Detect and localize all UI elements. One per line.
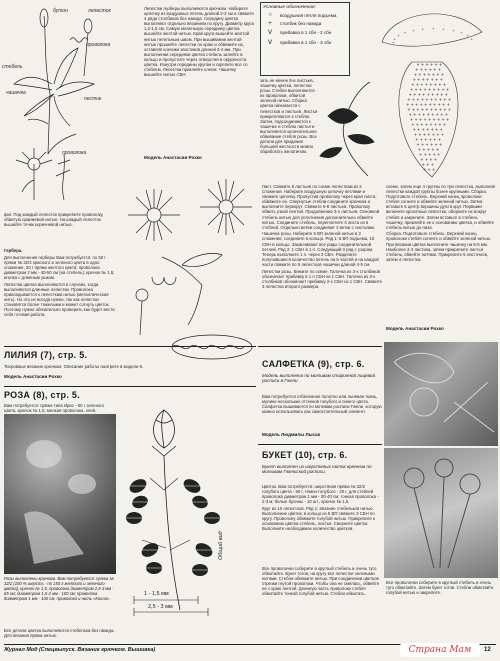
crochet-stitch-symbol: + — [443, 97, 447, 102]
crochet-stitch-symbol: + — [442, 26, 445, 32]
legend-item: + столбик без накида — [263, 21, 347, 27]
fig-caption-text: фиг. Под каждый лепесток прикрепите проволоку, обвитую оранжевой нитью. На каждый лепесток вышейте точки коричневой нитью. — [4, 212, 104, 228]
crochet-stitch-symbol: + — [419, 102, 423, 107]
crochet-stitch-symbol: + — [438, 122, 442, 127]
crochet-stitch-symbol: + — [428, 137, 432, 142]
crochet-stitch-symbol: + — [412, 127, 416, 132]
crochet-stitch-symbol: + — [419, 137, 423, 142]
site-logo: Страна Мам — [400, 643, 480, 657]
divider — [4, 386, 256, 387]
crochet-stitch-symbol: + — [431, 92, 435, 97]
legend-item: ᐯ прибавка в 1 сбн - 3 сбн — [263, 39, 347, 46]
crochet-stitch-symbol: + — [424, 82, 429, 87]
crochet-stitch-symbol: + — [424, 137, 428, 142]
crochet-stitch-symbol: + — [403, 30, 407, 36]
crochet-stitch-symbol: + — [435, 92, 439, 97]
crochet-stitch-symbol: + — [427, 117, 432, 122]
crochet-stitch-symbol: + — [421, 162, 425, 167]
divider — [4, 346, 256, 347]
label-stebel: стебель — [2, 64, 23, 70]
crochet-stitch-symbol: + — [422, 92, 426, 97]
crochet-stitch-symbol: + — [452, 27, 455, 33]
crochet-stitch-symbol: + — [433, 122, 438, 127]
gerbera-sketch-figure — [4, 4, 116, 206]
crochet-stitch-symbol: + — [442, 82, 447, 87]
divider — [258, 444, 382, 445]
legend-symbol: ᐯ — [267, 39, 273, 46]
crochet-stitch-symbol: + — [427, 132, 431, 137]
crochet-stitch-symbol: + — [436, 132, 440, 137]
salfetka-subtitle: Модель выполнена по мотивам старинной лицевой росписи в Гжели — [262, 373, 376, 384]
buket-text: Цветок. Вам потребуется: шерстяная пряжа № 32/2 голубого цвета - 50 г, темно-голубого - 20 г, для стеблей проволока диаметром 1 мм - 30-40 см; тонкая проволока - 2-3 м; белые бусины - 10 шт., крючок № 1,5. Круг из 10 лепестков. Ряд 1: вязание стебельков нитью. Выполнение цветка: в кольцо из 5 ВП свяжите 3 СБН по кругу. Проволоку обвяжите голубой нитью. Прикрепите к основанию цветка стебель, листья. Сверните цветок. Выполните необходимое количество цветков. — [262, 484, 379, 532]
crochet-stitch-symbol: + — [411, 97, 416, 102]
crochet-stitch-symbol: + — [426, 92, 430, 97]
gerbera-text: Лепестки герберы выполняются крючком. Наберите цепочку из воздушных петель длиной 2-3 см и свяжите 4 ряда столбиков без накида. Середину цветка выполняют отдельно вязанием по кругу. Диаметр круга 1,2-1,5 см. Самую маленькую серединку цветка вышейте желтой нитью. Край круга вышейте желтой нитью петельным швом. При вышивании желтой нитью прошейте лепестки по краю и обвяжите их, оставляя кончики хвостиков длиной 3-4 мм. При выполнении серединки цветка стебель залейте в кольцо и пропустите через отверстия в окружности цветка. Изнутри середины кругом и скрепите все со стеблем. Лепестки приклейте клеем. Чашечку вышейте нитью СБН. — [144, 6, 254, 78]
buket-subtitle: Букет выполнен из шерстяных ниток крючком по мотивам Гжельской росписи. — [262, 464, 372, 475]
crochet-stitch-symbol: + — [439, 77, 443, 82]
crochet-stitch-symbol: + — [439, 127, 443, 132]
crochet-stitch-symbol: + — [423, 87, 427, 92]
crochet-stitch-symbol: + — [408, 92, 412, 97]
crochet-stitch-symbol: + — [414, 117, 418, 122]
crochet-stitch-symbol: + — [393, 36, 396, 42]
crochet-stitch-symbol: + — [429, 142, 434, 147]
crochet-stitch-symbol: + — [415, 82, 420, 87]
label-provoloka: проволока — [86, 42, 111, 48]
salfetka-photo — [384, 342, 498, 446]
crochet-stitch-symbol: + — [434, 142, 438, 147]
crochet-stitch-symbol: + — [429, 62, 434, 67]
section-title-liliya: ЛИЛИЯ (7), стр. 5. — [4, 350, 88, 360]
crochet-stitch-symbol: + — [434, 107, 438, 112]
liliya-text: Тисроваые вязание крючком. Описание работы смотрите в модели 6. — [4, 364, 144, 369]
legend-title: Условные обозначения: — [263, 5, 316, 10]
crochet-stitch-symbol: + — [427, 87, 432, 92]
crochet-stitch-symbol: + — [418, 117, 423, 122]
crochet-stitch-symbol: + — [432, 87, 436, 92]
crochet-stitch-symbol: + — [420, 142, 425, 147]
crochet-stitch-symbol: + — [441, 87, 445, 92]
crochet-stitch-symbol: + — [419, 67, 423, 72]
dimension-small: 1 - 1,5 мм — [144, 591, 169, 597]
crochet-stitch-symbol: + — [429, 82, 433, 87]
crochet-stitch-symbol: + — [438, 62, 443, 67]
crochet-stitch-symbol: + — [415, 122, 420, 127]
crochet-stitch-symbol: + — [440, 112, 444, 117]
crochet-stitch-symbol: + — [435, 112, 439, 117]
legend-item: ○ воздушная петля подъема — [263, 12, 347, 18]
crochet-stitch-symbol: + — [412, 27, 415, 33]
crochet-stitch-symbol: + — [411, 107, 416, 112]
crochet-stitch-symbol: + — [424, 102, 428, 107]
crochet-stitch-symbol: + — [415, 102, 419, 107]
crochet-stitch-symbol: + — [420, 107, 425, 112]
crochet-stitch-symbol: + — [430, 162, 434, 167]
crochet-stitch-symbol: + — [422, 112, 426, 117]
crochet-stitch-symbol: + — [431, 72, 436, 77]
crochet-stitch-symbol: + — [422, 147, 426, 152]
crochet-stitch-symbol: + — [417, 127, 421, 132]
assembly-text: схеме, затем еще 4 группы по три лепестка, выполняя лепестки каждой группы более крупными. Сборка. Подготовьте стебель. Верхний конец проволоки стебля согните и обвейте зеленой нитью. Затем вставьте в центр вершины дуги в круг. Первыми включите крохотные лепестки, оберните их вокруг стебля и закрепите. Затем вставьте в стебель чашечку, приклейте ее к основанию цветка, и обвейте стебель нитью до низа. Сборка. Подготовьте стебель. Верхний конец проволоки стебля согните и обвейте зеленой нитью. При вязании цветка выполните чашечку на 5-6 мм. Наиболее 2-3 листика, затем прикрепите листья стебель, обвейте нитями. Прикрепите 5 листочков, затем 4 лепестка. — [386, 184, 495, 262]
crochet-stitch-symbol: + — [412, 77, 416, 82]
crochet-stitch-symbol: + — [423, 152, 427, 157]
crochet-stitch-symbol: + — [447, 107, 452, 112]
crochet-stitch-symbol: + — [435, 77, 439, 82]
crochet-stitch-symbol: + — [409, 117, 414, 122]
crochet-stitch-symbol: + — [426, 77, 430, 82]
crochet-stitch-symbol: + — [460, 30, 463, 36]
crochet-stitch-symbol: + — [407, 97, 411, 102]
crochet-stitch-symbol: + — [426, 147, 431, 152]
crochet-stitch-symbol: + — [419, 152, 423, 157]
crochet-stitch-symbol: + — [420, 157, 424, 162]
crochet-stitch-symbol: + — [438, 82, 442, 87]
crochet-stitch-symbol: + — [438, 142, 443, 147]
roza-footer-text: Все детали цветка выполняются стебелька без накида. Для вязания пряжа нитью. — [4, 628, 115, 639]
crochet-stitch-symbol: + — [431, 167, 436, 172]
crochet-stitch-symbol: + — [420, 122, 424, 127]
crochet-stitch-symbol: + — [417, 112, 421, 117]
crochet-stitch-symbol: + — [432, 117, 436, 122]
section-title-salfetka: САЛФЕТКА (9), стр. 6. — [262, 359, 365, 369]
crochet-stitch-symbol: + — [447, 97, 452, 102]
crochet-stitch-symbol: + — [425, 142, 429, 147]
rose-text-col: зать не менее 8-и листьев, чашечку цветка, лепестки розы. Стебли выполняются из проволоки, обвитой зеленой нитью. Сборка цветка начинается с лепестков и листьев. Листья прикрепляются к стеблю. Затем, подсоединяются к чашечке и стеблю листья и выполняется окончательное обвивание стебля розы. Все детали для придания большей жесткости можно обработать желатином. — [260, 78, 318, 155]
crochet-stitch-symbol: + — [425, 62, 429, 67]
label-pestik: пестик — [84, 96, 102, 102]
legend-symbol: ○ — [268, 12, 272, 18]
crochet-stitch-symbol: + — [444, 92, 448, 97]
crochet-stitch-symbol: + — [416, 142, 420, 147]
crochet-stitch-symbol: + — [426, 112, 430, 117]
crochet-stitch-symbol: + — [433, 157, 438, 162]
section-title-roza: РОЗА (8), стр. 5. — [4, 390, 81, 400]
footer-journal: Журнал Мод (Спецвыпуск. Вязание крючком. Вышивка) — [4, 647, 156, 653]
dimension-large: 2,5 - 3 мм — [148, 604, 173, 610]
crochet-stitch-symbol: + — [420, 82, 424, 87]
crochet-stitch-symbol: + — [420, 62, 425, 67]
crochet-stitch-symbol: + — [422, 167, 427, 172]
crochet-stitch-symbol: + — [411, 82, 415, 87]
crochet-stitch-symbol: + — [429, 107, 434, 112]
roza-photo — [4, 414, 116, 574]
crochet-stitch-symbol: + — [421, 77, 425, 82]
crochet-stitch-symbol: + — [415, 67, 419, 72]
crochet-stitch-symbol: + — [423, 117, 427, 122]
crochet-stitch-symbol: + — [437, 67, 441, 72]
crochet-stitch-symbol: + — [470, 36, 473, 42]
rose-leaf-text: Лист. Свяжите 8 листьев по схеме лепесткам из 2 сложения. Наберите воздушную цепочку петлями и свяжите цепочку. Пропустив проволоку через края листа, обвяжите ее. Свернутые стебли соедините крючком и выполните перекрут. Свяжите 6-8 листьев. Проволоку обвить узкой лентой. Продолжение 3-х листьев. Основной стебель нитью для уплотнения дополнительно обвейте нитью. Соедините стебель, переплетите 3 листа из 5 стеблей. Отдельно ветви соединяют 2 ветки с листьями. Чашечка розы. Наберите 5 ВП зеленой нитью в 2 сложения, соедините в кольцо. Ряд 1: в ВП подъема, 10 СБН в кольцо. Заканчивают все ряды соединительной петлей. Ряд 2: 1 СБН в 1 п. Следующий 3 ряд с узором. Теперь выполните 1 п. через 3 СБН. Разделите получившиеся количество петель на 5 частей и на каждой части свяжите по 5 лепестков чашечки длиной 4-5 см. Лепестки розы. Вяжите по схеме. Галочка из 3-х столбиков обозначает прибавку в 1 п СБН из 1 СБН. Галочка из 3-х столбиков обозначает прибавку 2-х СБН из 1 СБН. Свяжите 3 лепестка второго размера. — [262, 184, 382, 289]
crochet-stitch-symbol: + — [434, 62, 438, 67]
crochet-stitch-symbol: + — [427, 167, 431, 172]
crochet-stitch-symbol: + — [444, 112, 448, 117]
crochet-stitch-symbol: + — [416, 107, 420, 112]
section-title-buket: БУКЕТ (10), стр. 6. — [262, 450, 348, 460]
crochet-stitch-symbol: + — [413, 112, 417, 117]
crochet-stitch-symbol: + — [418, 72, 422, 77]
crochet-stitch-symbol: + — [426, 127, 430, 132]
crochet-stitch-symbol: + — [411, 122, 415, 127]
author-salfetka: Модель Людмилы Лысак — [262, 432, 321, 437]
crochet-stitch-symbol: + — [428, 67, 432, 72]
crochet-stitch-symbol: + — [397, 33, 400, 38]
crochet-stitch-symbol: + — [436, 117, 441, 122]
crochet-stitch-symbol: + — [440, 132, 445, 137]
crochet-stitch-symbol: + — [427, 72, 431, 77]
crochet-stitch-symbol: + — [408, 112, 412, 117]
crochet-stitch-symbol: + — [445, 117, 450, 122]
flower-sketch-figure — [122, 165, 262, 390]
roza-text: Вам потребуется: пряжа типа Ирис - 50 г зеленого цвета, крючок № 1,5, мелкая проволока, клей. — [4, 403, 105, 413]
crochet-stitch-symbol: + — [413, 132, 418, 137]
crochet-stitch-symbol: + — [416, 62, 420, 67]
crochet-stitch-symbol: + — [429, 122, 433, 127]
crochet-stitch-symbol: + — [433, 137, 437, 142]
salfetka-text: Вам потребуется отбеленное полотно или льняная ткань, мулине нескольких оттенков голубого и синего цвета. Салфетка вышивается по мотивам росписи Гжели, которую можно использовать как самостоятельный элемент. — [262, 394, 382, 415]
crochet-stitch-symbol: + — [418, 132, 422, 137]
buket-photo — [384, 448, 498, 578]
crochet-stitch-symbol: + — [406, 102, 410, 107]
crochet-stitch-symbol: + — [422, 132, 427, 137]
crochet-stitch-symbol: + — [441, 117, 445, 122]
crochet-stitch-symbol: + — [436, 87, 441, 92]
crochet-stitch-symbol: + — [392, 40, 395, 45]
crochet-stitch-symbol: + — [426, 162, 430, 167]
crochet-stitch-symbol: + — [445, 87, 450, 92]
crochet-stitch-symbol: + — [417, 92, 421, 97]
crochet-stitch-symbol: + — [431, 112, 435, 117]
crochet-stitch-symbol: + — [428, 102, 432, 107]
crochet-stitch-symbol: + — [437, 102, 441, 107]
buket-text-3: Все проволочки соберите в круглый стебель и очень туго обмотайте. Затем букет готов. Стебли обмотайте голубой нитью и закрепите. — [386, 580, 494, 596]
label-buton: бутон — [53, 8, 68, 14]
crochet-stitch-symbol: + — [430, 127, 434, 132]
crochet-stitch-symbol: + — [407, 107, 411, 112]
crochet-stitch-symbol: + — [422, 72, 427, 77]
label-lepestok: лепесток — [88, 8, 111, 14]
crochet-stitch-symbol: + — [429, 157, 433, 162]
general-view-label: Общий вид — [218, 531, 224, 560]
crochet-stitch-symbol: + — [418, 87, 423, 92]
author-liliya: Модель Анастасии Рохко — [4, 374, 62, 379]
author-rohko-2: Модель Анастасии Рохко — [386, 326, 444, 331]
crochet-stitch-symbol: + — [424, 157, 429, 162]
roza-caption: Розы выполнены крючком. Вам потребуется: пряжа № 32/2 (100 % шерсть - по 150 г желтого и зеленого цвета), крючок № 1,5, проволока диаметром 2,5-3 мм - 65 см; диаметром 1,5-2 мм - 100 см; проволока диаметром 1 мм - 100 см, проволока и нить «Кохла». — [4, 576, 114, 601]
crochet-stitch-symbol: + — [442, 122, 447, 127]
crochet-stitch-symbol: + — [446, 102, 450, 107]
crochet-stitch-symbol: + — [410, 102, 414, 107]
crochet-stitch-symbol: + — [466, 33, 469, 38]
crochet-stitch-symbol: + — [430, 77, 434, 82]
legend-symbol: Ⅴ — [267, 30, 273, 36]
crochet-stitch-symbol: + — [438, 107, 443, 112]
crochet-stitch-symbol: + — [429, 97, 434, 102]
crochet-stitch-symbol: + — [437, 152, 441, 157]
crochet-stitch-symbol: + — [431, 132, 436, 137]
legend-box — [260, 2, 350, 76]
crochet-stitch-symbol: + — [421, 127, 425, 132]
crochet-stitch-symbol: + — [432, 152, 436, 157]
legend-symbol: + — [268, 20, 272, 27]
crochet-stitch-symbol: + — [425, 107, 429, 112]
crochet-stitch-symbol: + — [417, 77, 421, 82]
crochet-stitch-symbol: + — [431, 147, 435, 152]
buket-text-2: Все проволочки соберите в круглый стебель и очень туго обмотайте. Букет готов, на кругу все лепестки зелеными нитями. Стебли обвяжите нитью. При соединении цветков отрезки гнутой проволоки. Чтобы она не смялась, обвейте ее с краю лентой. Длинную часть проволоки стебля обмотайте тонкой голубой нитью. Стебли обмотать. — [262, 566, 380, 597]
crochet-stitch-symbol: + — [440, 92, 444, 97]
crochet-stitch-symbol: + — [409, 87, 414, 92]
crochet-stitch-symbol: + — [413, 92, 417, 97]
crochet-stitch-symbol: + — [417, 147, 422, 152]
crochet-stitch-symbol: + — [443, 107, 447, 112]
crochet-stitch-symbol: + — [442, 102, 446, 107]
crochet-stitch-symbol: + — [414, 87, 418, 92]
crochet-stitch-symbol: + — [440, 72, 445, 77]
crochet-stitch-symbol: + — [420, 97, 425, 102]
crochet-stitch-symbol: + — [424, 122, 429, 127]
crochet-stitch-symbol: + — [425, 97, 429, 102]
crochet-stitch-symbol: + — [413, 72, 418, 77]
crochet-stitch-symbol: + — [433, 102, 437, 107]
crochet-stitch-symbol: + — [416, 97, 420, 102]
crochet-stitch-symbol: + — [432, 26, 435, 31]
gerbera-intro: Гербера. Для выполнения герберы Вам потребуется: по 50 г пряжи № 32/2 красного и зеленого цвета в одно сложение, 20 г пряжи желтого цвета; проволока диаметром 2 мм - 40-50 см (на стебель); крючок № 1,5; иголка с длинным ушком. Лепестки цветка выполняются в случаях, когда выполняются длинные лепестки. Проволока прикладывается к лепесткам нитью (металлическая нить). Но это не всегда нужно, так как лепестки становятся более тяжелыми и может согнуть цветок. Поэтому нужно обязательно проверить как будет вести себя готовая работа. — [4, 248, 115, 318]
author-rohko-1: Модель Анастасии Рохко — [144, 155, 202, 160]
crochet-stitch-symbol: + — [421, 26, 424, 32]
rose-petal-sketch — [318, 76, 378, 186]
crochet-stitch-symbol: + — [424, 67, 428, 72]
crochet-stitch-symbol: + — [436, 72, 440, 77]
crochet-stitch-symbol: + — [437, 137, 441, 142]
crochet-stitch-symbol: + — [435, 147, 440, 152]
crochet-stitch-symbol: + — [438, 97, 443, 102]
crochet-stitch-symbol: + — [435, 127, 439, 132]
page-number: 12 — [484, 647, 491, 653]
crochet-stitch-symbol: + — [434, 97, 438, 102]
crochet-stitch-symbol: + — [428, 152, 432, 157]
divider — [258, 346, 382, 347]
label-provoloka-2: проволока — [62, 150, 87, 156]
crochet-stitch-symbol: + — [415, 137, 419, 142]
label-chashechka: чашечка — [6, 90, 26, 96]
crochet-stitch-symbol: + — [433, 67, 437, 72]
rose-diagram — [120, 390, 254, 640]
crochet-stitch-symbol: + — [433, 82, 438, 87]
legend-item: Ⅴ прибавка в 1 сбн - 2 сбн — [263, 29, 347, 36]
